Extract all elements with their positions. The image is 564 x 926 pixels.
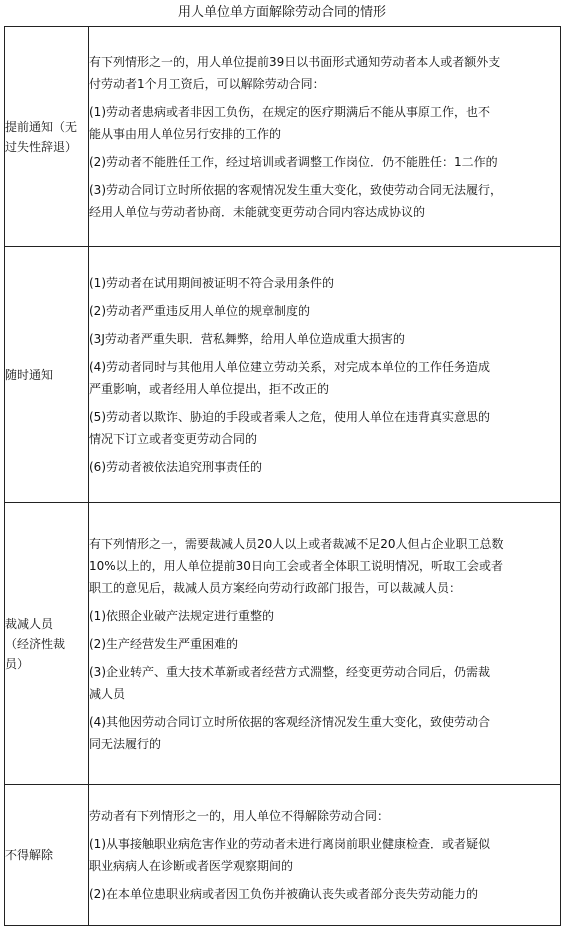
- list-item: [89, 98, 560, 148]
- item-text-line: 付劳动者1个月工资后，可以解除劳动合同：: [89, 76, 325, 91]
- item-text-line: (2)在本单位患职业病或者因工负伤并被确认丧失或者部分丧失劳动能力的: [89, 887, 479, 901]
- row-label-cell: [5, 27, 89, 247]
- document-title: 用人单位单方面解除劳动合同的情形: [177, 5, 386, 20]
- item-text-line: 有下列情形之一的，用人单位提前39日以书面形式通知劳动者本人或者额外支: [89, 54, 501, 69]
- row-label-cell: [5, 785, 89, 926]
- list-item: [89, 630, 560, 658]
- item-text-line: (5)劳动者以欺诈、胁迫的手段或者乘人之危，使用人单位在违背真实意思的: [89, 409, 491, 424]
- item-text-line: (2)生产经营发生严重困难的: [89, 636, 238, 651]
- item-text-line: (1)劳动者患病或者非因工负伤，在规定的医疗期满后不能从事原工作，也不: [89, 104, 491, 119]
- list-item: [89, 148, 560, 176]
- row-label-line: 过失性辞退）: [5, 139, 78, 154]
- list-item: [89, 708, 560, 758]
- item-text-line: (1)依照企业破产法规定进行重整的: [89, 608, 274, 623]
- item-text-line: (3)劳动合同订立时所依据的客观情况发生重大变化，致使劳动合同无法履行，: [89, 182, 503, 197]
- table-row: [5, 785, 561, 926]
- item-text-line: (4)其他因劳动合同订立时所依据的客观经济情况发生重大变化，致使劳动合: [89, 714, 491, 729]
- item-text-line: (3)企业转产、重大技术革新或者经营方式淵整，经变更劳动合同后，仍需裁: [89, 664, 491, 679]
- list-item: [89, 403, 560, 453]
- item-text-line: 情况下订立或者变更劳动合同的: [89, 431, 258, 446]
- row-content-cell: [89, 247, 561, 503]
- list-item: [89, 602, 560, 630]
- table-row: [5, 27, 561, 247]
- item-text-line: 有下列情形之一，需要裁减人员20人以上或者裁减不足20人但占企业职工总数: [89, 536, 504, 551]
- item-text-line: 能从事由用人单位另行安排的工作的: [89, 126, 282, 141]
- item-text-line: 同无法履行的: [89, 736, 162, 751]
- item-text-line: (4)劳动者同时与其他用人单位建立劳动关系，对完成本单位的工作任务造成: [89, 359, 491, 374]
- item-text-line: 劳动者有下列情形之一的，用人单位不得解除劳动合同：: [89, 809, 390, 823]
- list-item: [89, 802, 560, 830]
- list-item: [89, 325, 560, 353]
- item-text-line: 职业病病人在诊断或者医学观察期间的: [89, 859, 294, 873]
- row-label-cell: [5, 247, 89, 503]
- row-label-cell: [5, 503, 89, 785]
- row-label-line: 员）: [5, 656, 30, 671]
- row-label-line: 裁减人员: [5, 616, 54, 631]
- row-label-line: 提前通知（无: [5, 119, 78, 134]
- list-item: [89, 176, 560, 226]
- list-item: [89, 269, 560, 297]
- row-label-line: 不得解除: [5, 848, 54, 862]
- item-text-line: (6)劳动者被依法追究刑事责任的: [89, 459, 262, 474]
- item-text-line: (1)从事接触职业病危害作业的劳动者未进行离岗前职业健康检查．或者疑似: [89, 837, 491, 851]
- item-text-line: 10%以上的，用人单位提前30日向工会或者全体职工说明情况，听取工会或者: [89, 558, 503, 573]
- row-content-cell: [89, 503, 561, 785]
- list-item: [89, 530, 560, 602]
- table-row: [5, 247, 561, 503]
- item-text-line: (3J劳动者严重失职．营私舞弊，给用人单位造成重大损害的: [89, 331, 405, 346]
- termination-table: [4, 26, 561, 926]
- row-content-cell: [89, 27, 561, 247]
- item-text-line: (2)劳动者不能胜任工作，经过培训或者调整工作岗位．仍不能胜任：1二作的: [89, 154, 498, 169]
- list-item: [89, 658, 560, 708]
- list-item: [89, 880, 560, 908]
- item-text-line: 经用人单位与劳动者协商．未能就变更劳动合同内容达成协议的: [89, 204, 426, 219]
- item-text-line: 减人员: [89, 686, 126, 701]
- row-content-cell: [89, 785, 561, 926]
- list-item: [89, 830, 560, 880]
- row-label-line: （经济性裁: [5, 636, 66, 651]
- list-item: [89, 48, 560, 98]
- row-label-line: 随时通知: [5, 367, 54, 382]
- list-item: [89, 297, 560, 325]
- item-text-line: (2)劳动者严重违反用人单位的规章制度的: [89, 303, 310, 318]
- table-row: [5, 503, 561, 785]
- termination-table-body: [5, 27, 561, 926]
- item-text-line: (1)劳动者在试用期间被证明不符合录用条件的: [89, 275, 334, 290]
- list-item: [89, 353, 560, 403]
- item-text-line: 职工的意见后，裁减人员方案经向劳动行政部门报告，可以裁减人员：: [89, 580, 462, 595]
- item-text-line: 严重影响，或者经用人单位提出，拒不改正的: [89, 381, 330, 396]
- list-item: [89, 453, 560, 481]
